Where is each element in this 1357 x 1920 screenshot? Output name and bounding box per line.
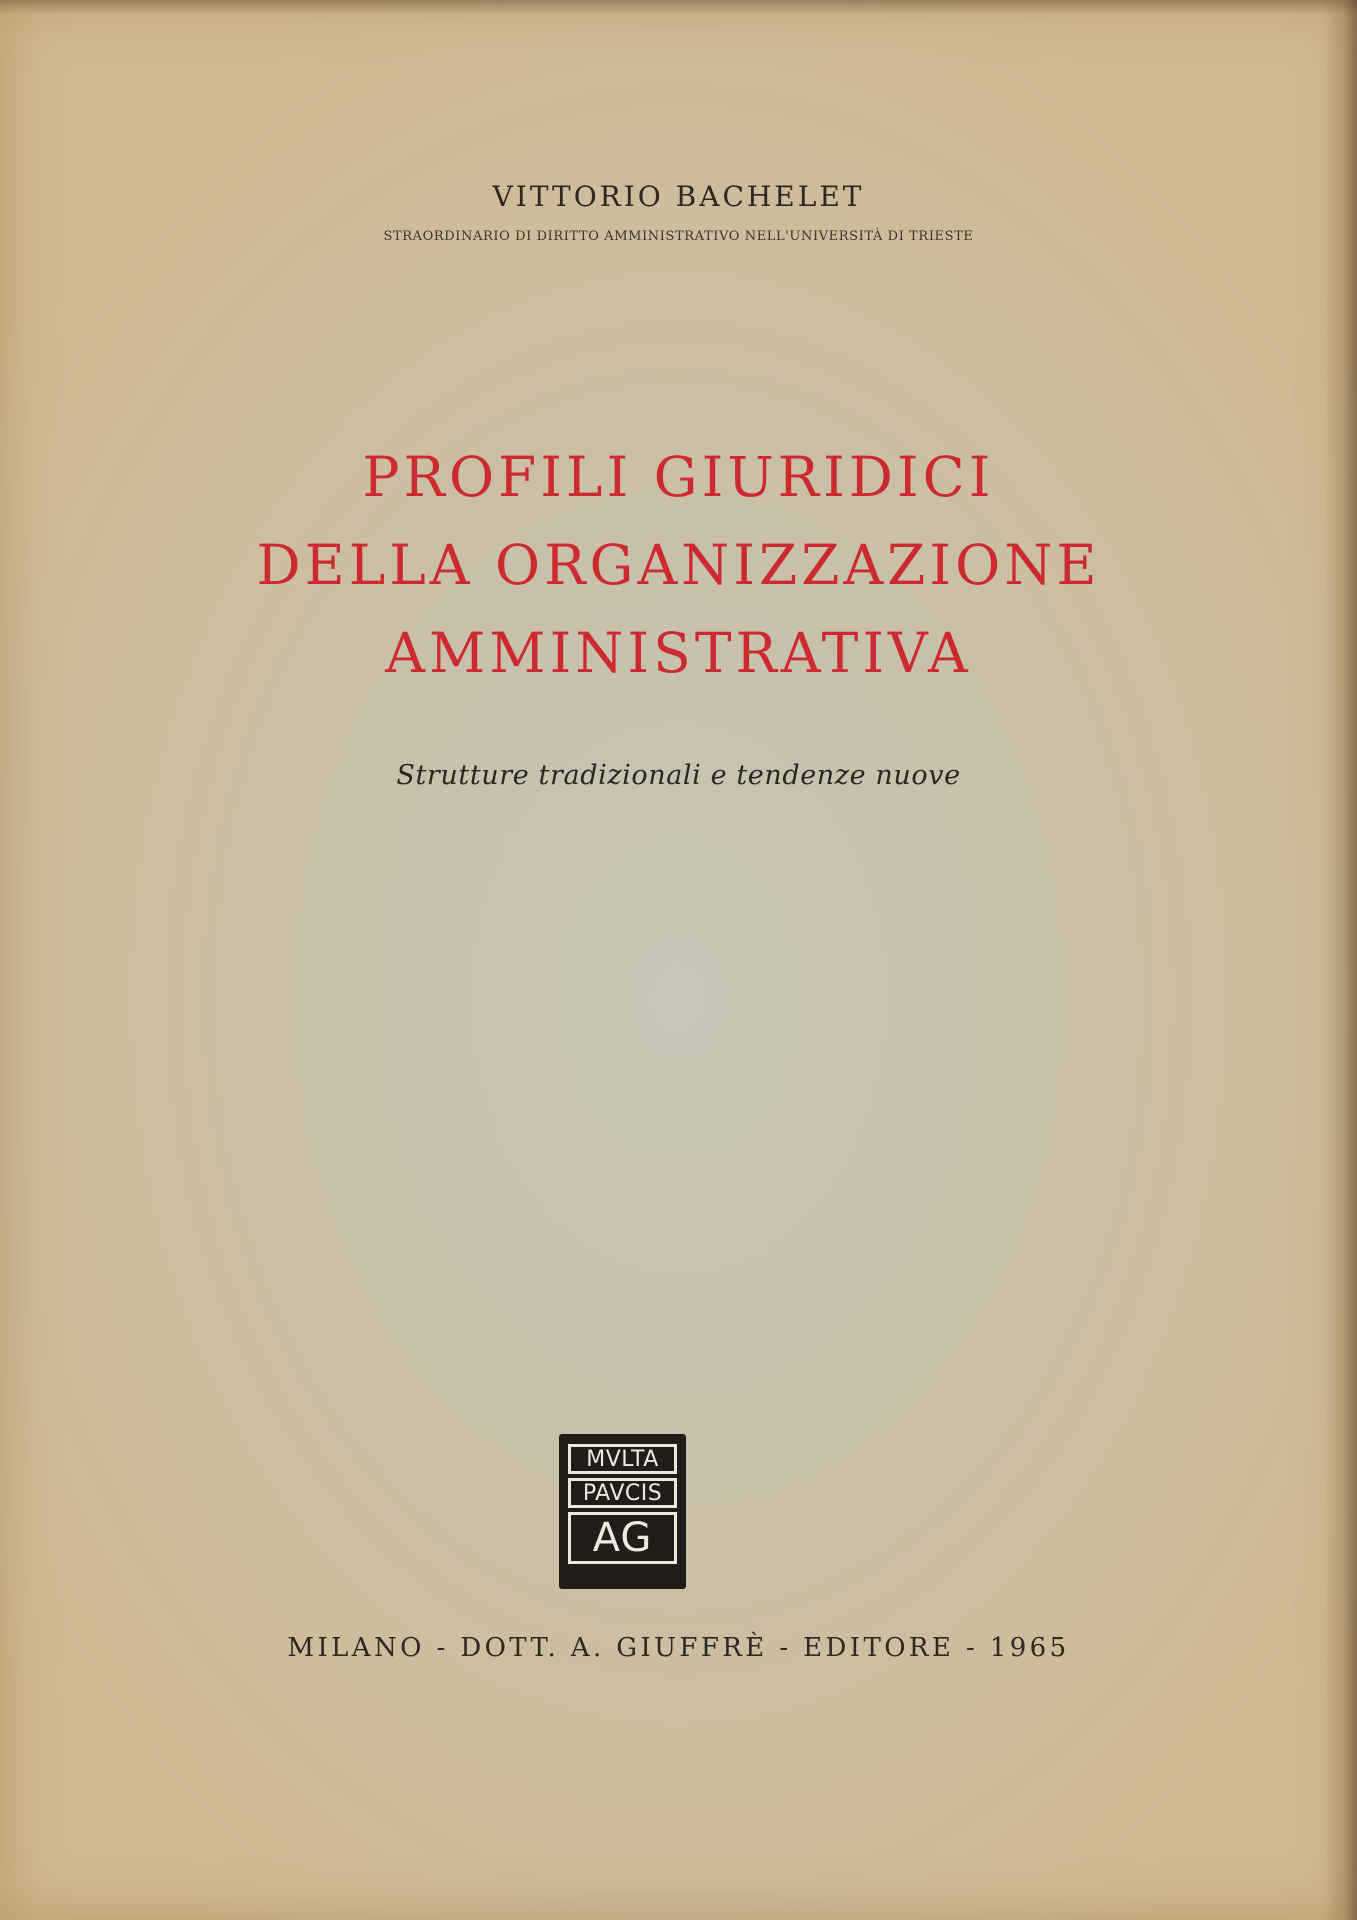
publisher-imprint: MILANO - DOTT. A. GIUFFRÈ - EDITORE - 1965 [287,1633,1070,1663]
cover-top-edge [0,0,1357,14]
author-affiliation: STRAORDINARIO DI DIRITTO AMMINISTRATIVO NELL'UNIVERSITÀ DI TRIESTE [383,229,974,244]
title-line: DELLA ORGANIZZAZIONE [256,533,1101,597]
logo-monogram: AG [568,1512,677,1564]
book-title [0,433,1357,697]
title-line: AMMINISTRATIVA [385,621,972,685]
book-subtitle: Strutture tradizionali e tendenze nuove [396,760,961,791]
cover-right-edge [1323,0,1357,1920]
logo-text-line: MVLTA [568,1444,677,1474]
logo-text-line: PAVCIS [568,1478,677,1508]
title-line: PROFILI GIURIDICI [362,445,995,509]
author-name: VITTORIO BACHELET [492,180,865,213]
publisher-logo [559,1434,686,1589]
